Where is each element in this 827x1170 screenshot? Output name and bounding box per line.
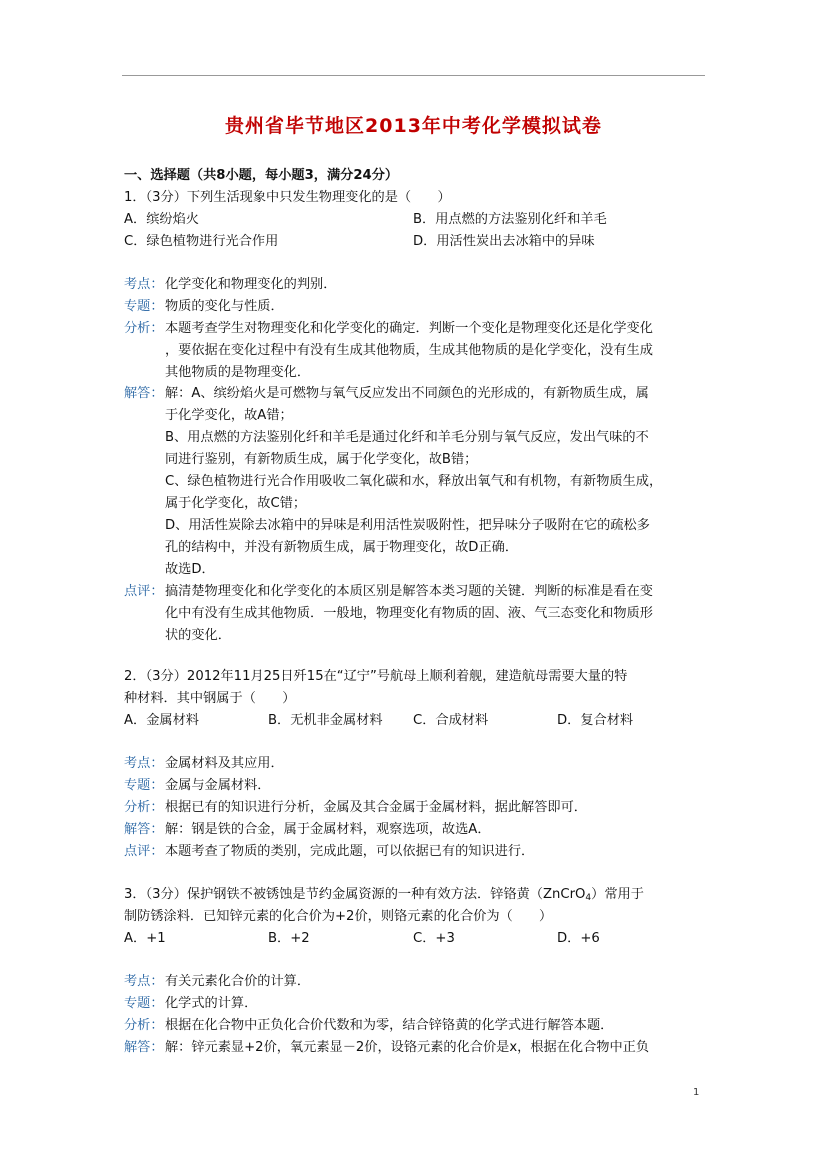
q2-zhuanti-label: 专题： bbox=[124, 778, 164, 793]
q2-kaodian: 金属材料及其应用． bbox=[165, 756, 284, 771]
q1-jieda-line: 故选D． bbox=[165, 562, 215, 577]
q1-option-a: A．缤纷焰火 bbox=[124, 212, 199, 227]
q3-stem-text: 3．（3分）保护钢铁不被锈蚀是节约金属资源的一种有效方法．锌铬黄（ZnCrO bbox=[124, 887, 586, 902]
q3-jieda-label: 解答： bbox=[124, 1040, 164, 1055]
q2-option-d: D．复合材料 bbox=[557, 713, 634, 728]
q3-zhuanti-label: 专题： bbox=[124, 996, 164, 1011]
q3-option-a: A．+1 bbox=[124, 931, 166, 946]
q3-kaodian: 有关元素化合价的计算． bbox=[165, 974, 311, 989]
q3-stem-line bbox=[124, 886, 644, 907]
q1-fenxi-label: 分析： bbox=[124, 321, 164, 336]
q3-zhuanti: 化学式的计算． bbox=[165, 996, 258, 1011]
q3-jieda: 解：锌元素显+2价，氧元素显－2价，设铬元素的化合价是x，根据在化合物中正负 bbox=[165, 1040, 650, 1055]
section-heading: 一、选择题（共8小题，每小题3，满分24分） bbox=[124, 168, 399, 183]
q1-jieda-line: 解：A、缤纷焰火是可燃物与氧气反应发出不同颜色的光形成的，有新物质生成，属 bbox=[165, 386, 649, 401]
q1-stem: 1．（3分）下列生活现象中只发生物理变化的是（ ） bbox=[124, 190, 451, 205]
q3-stem-line: 制防锈涂料．已知锌元素的化合价为+2价，则铬元素的化合价为（ ） bbox=[124, 909, 553, 924]
q1-dianping-line: 搞清楚物理变化和化学变化的本质区别是解答本类习题的关键．判断的标准是看在变 bbox=[165, 584, 653, 599]
q1-jieda-line: D、用活性炭除去冰箱中的异味是利用活性炭吸附性，把异味分子吸附在它的疏松多 bbox=[165, 518, 650, 533]
q3-option-c: C．+3 bbox=[413, 931, 455, 946]
q1-jieda-line: 同进行鉴别，有新物质生成，属于化学变化，故B错； bbox=[165, 452, 478, 467]
q3-formula-subscript: 4 bbox=[585, 893, 592, 903]
q2-option-a: A．金属材料 bbox=[124, 713, 199, 728]
q1-kaodian-label: 考点： bbox=[124, 277, 164, 292]
q3-fenxi-label: 分析： bbox=[124, 1018, 164, 1033]
q1-fenxi-line: ，要依据在变化过程中有没有生成其他物质，生成其他物质的是化学变化，没有生成 bbox=[165, 343, 653, 358]
q1-fenxi-line: 其他物质的是物理变化． bbox=[165, 365, 311, 380]
q2-option-c: C．合成材料 bbox=[413, 713, 489, 728]
q1-kaodian: 化学变化和物理变化的判别． bbox=[165, 277, 337, 292]
q1-dianping-line: 化中有没有生成其他物质．一般地，物理变化有物质的固、液、气三态变化和物质形 bbox=[165, 606, 653, 621]
q1-zhuanti-label: 专题： bbox=[124, 299, 164, 314]
q2-jieda: 解：钢是铁的合金，属于金属材料，观察选项，故选A． bbox=[165, 822, 491, 837]
q1-dianping-line: 状的变化． bbox=[165, 628, 231, 643]
q2-dianping: 本题考查了物质的类别，完成此题，可以依据已有的知识进行． bbox=[165, 844, 535, 859]
q2-stem-line: 种材料．其中钢属于（ ） bbox=[124, 691, 296, 706]
q2-jieda-label: 解答： bbox=[124, 822, 164, 837]
q2-option-b: B．无机非金属材料 bbox=[268, 713, 383, 728]
q1-jieda-label: 解答： bbox=[124, 386, 164, 401]
q1-option-b: B．用点燃的方法鉴别化纤和羊毛 bbox=[413, 212, 607, 227]
q1-jieda-line: 于化学变化，故A错； bbox=[165, 408, 293, 423]
q3-stem-text: ）常用于 bbox=[591, 887, 644, 902]
q3-fenxi: 根据在化合物中正负化合价代数和为零，结合锌铬黄的化学式进行解答本题． bbox=[165, 1018, 614, 1033]
q1-dianping-label: 点评： bbox=[124, 584, 164, 599]
q1-jieda-line: 孔的结构中，并没有新物质生成，属于物理变化，故D正确． bbox=[165, 540, 519, 555]
q3-option-b: B．+2 bbox=[268, 931, 310, 946]
q2-stem-line: 2．（3分）2012年11月25日歼15在“辽宁”号航母上顺利着舰，建造航母需要大量的特 bbox=[124, 669, 628, 684]
page-title: 贵州省毕节地区2013年中考化学模拟试卷 bbox=[225, 115, 602, 137]
q3-option-d: D．+6 bbox=[557, 931, 600, 946]
q1-jieda-line: B、用点燃的方法鉴别化纤和羊毛是通过化纤和羊毛分别与氧气反应，发出气味的不 bbox=[165, 430, 649, 445]
q3-kaodian-label: 考点： bbox=[124, 974, 164, 989]
q2-fenxi-label: 分析： bbox=[124, 800, 164, 815]
q1-jieda-line: 属于化学变化，故C错； bbox=[165, 496, 307, 511]
q1-jieda-line: C、绿色植物进行光合作用吸收二氧化碳和水，释放出氧气和有机物，有新物质生成， bbox=[165, 474, 663, 489]
q2-fenxi: 根据已有的知识进行分析，金属及其合金属于金属材料，据此解答即可． bbox=[165, 800, 587, 815]
q1-fenxi-line: 本题考查学生对物理变化和化学变化的确定．判断一个变化是物理变化还是化学变化 bbox=[165, 321, 653, 336]
page-number: 1 bbox=[693, 1087, 700, 1098]
header-rule bbox=[122, 75, 705, 76]
q2-zhuanti: 金属与金属材料． bbox=[165, 778, 271, 793]
q1-zhuanti: 物质的变化与性质． bbox=[165, 299, 284, 314]
q1-option-d: D．用活性炭出去冰箱中的异味 bbox=[413, 234, 595, 249]
q1-option-c: C．绿色植物进行光合作用 bbox=[124, 234, 279, 249]
q2-kaodian-label: 考点： bbox=[124, 756, 164, 771]
q2-dianping-label: 点评： bbox=[124, 844, 164, 859]
